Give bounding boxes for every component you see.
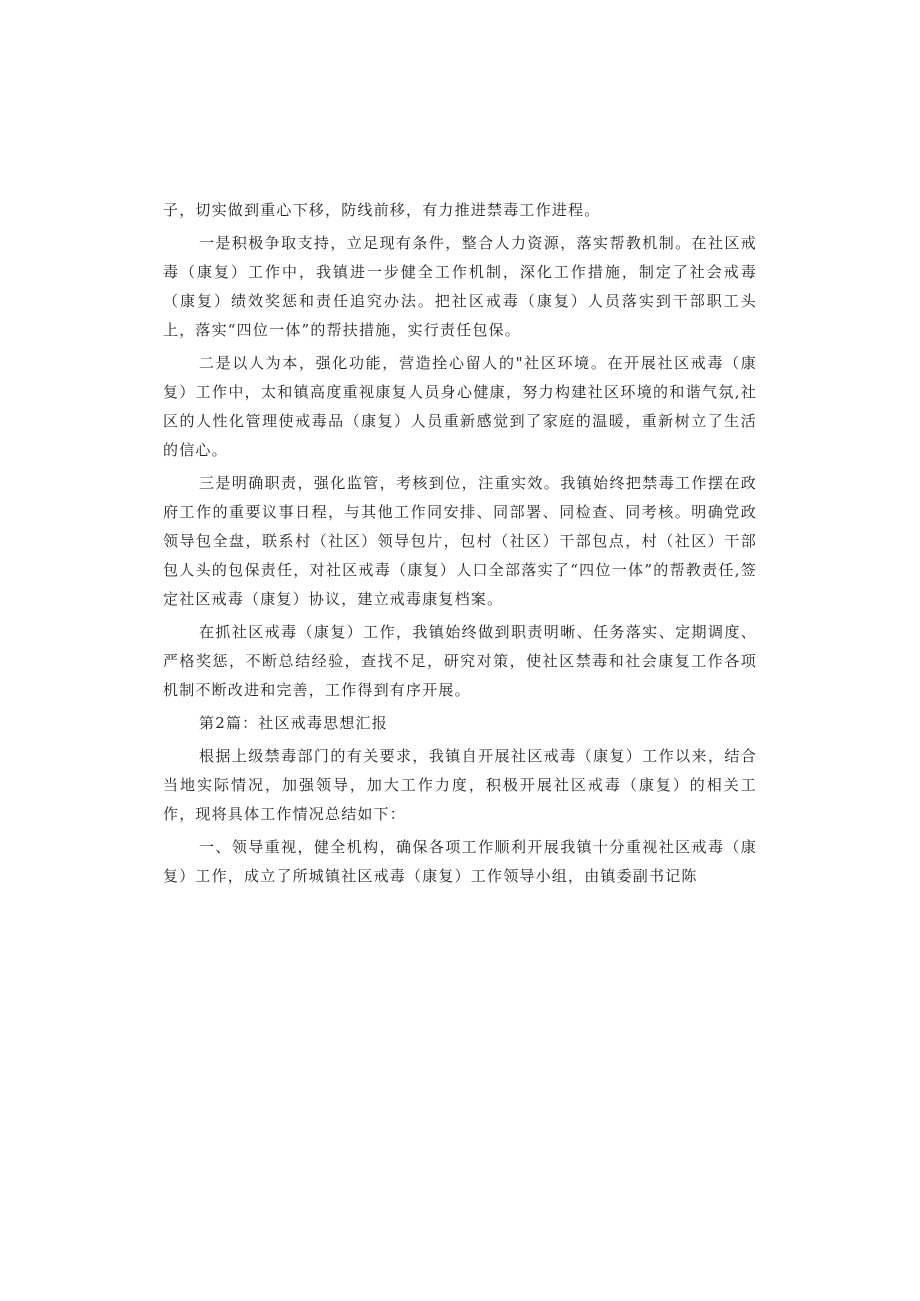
paragraph-continuation: 子，切实做到重心下移，防线前移，有力推进禁毒工作进程。 <box>163 201 601 219</box>
paragraph-intro: 根据上级禁毒部门的有关要求，我镇自开展社区戒毒（康复）工作以来，结合当地实际情况，加强领导，加大工作力度，积极开展社区戒毒（康复）的相关工作，现将具体工作情况总结如下： <box>163 747 757 823</box>
paragraph-point-three: 三是明确职责，强化监管，考核到位，注重实效。我镇始终把禁毒工作摆在政府工作的重要议事日程，与其他工作同安排、同部署、同检查、同考核。明确党政领导包全盘，联系村（社区）领导包片，包村（社区）干部包点，村（社区）干部包人头的包保责任，对社区戒毒（康复）人口全部落实了“四位一体”的帮教责任,签定社区戒毒（康复）协议，建立戒毒康复档案。 <box>163 474 757 608</box>
paragraph-summary: 在抓社区戒毒（康复）工作，我镇始终做到职责明晰、任务落实、定期调度、严格奖惩，不断总结经验，查找不足，研究对策，使社区禁毒和社会康复工作各项机制不断改进和完善，工作得到有序开展。 <box>163 623 757 699</box>
paragraph-point-one: 一是积极争取支持，立足现有条件，整合人力资源，落实帮教机制。在社区戒毒（康复）工作中，我镇进一步健全工作机制，深化工作措施，制定了社会戒毒（康复）绩效奖惩和责任追究办法。把社区戒毒（康复）人员落实到干部职工头上，落实“四位一体”的帮扶措施，实行责任包保。 <box>163 234 757 339</box>
paragraph-point-two: 二是以人为本，强化功能，营造拴心留人的"社区环境。在开展社区戒毒（康复）工作中，太和镇高度重视康复人员身心健康，努力构建社区环境的和谐气氛,社区的人性化管理使戒毒品（康复）人员重新感觉到了家庭的温暖，重新树立了生活的信心。 <box>163 354 757 459</box>
section-heading: 第2篇：社区戒毒思想汇报 <box>199 714 388 732</box>
paragraph-section-one: 一、领导重视，健全机构，确保各项工作顺利开展我镇十分重视社区戒毒（康复）工作，成立了所城镇社区戒毒（康复）工作领导小组，由镇委副书记陈 <box>163 838 757 885</box>
document-body <box>163 196 757 895</box>
